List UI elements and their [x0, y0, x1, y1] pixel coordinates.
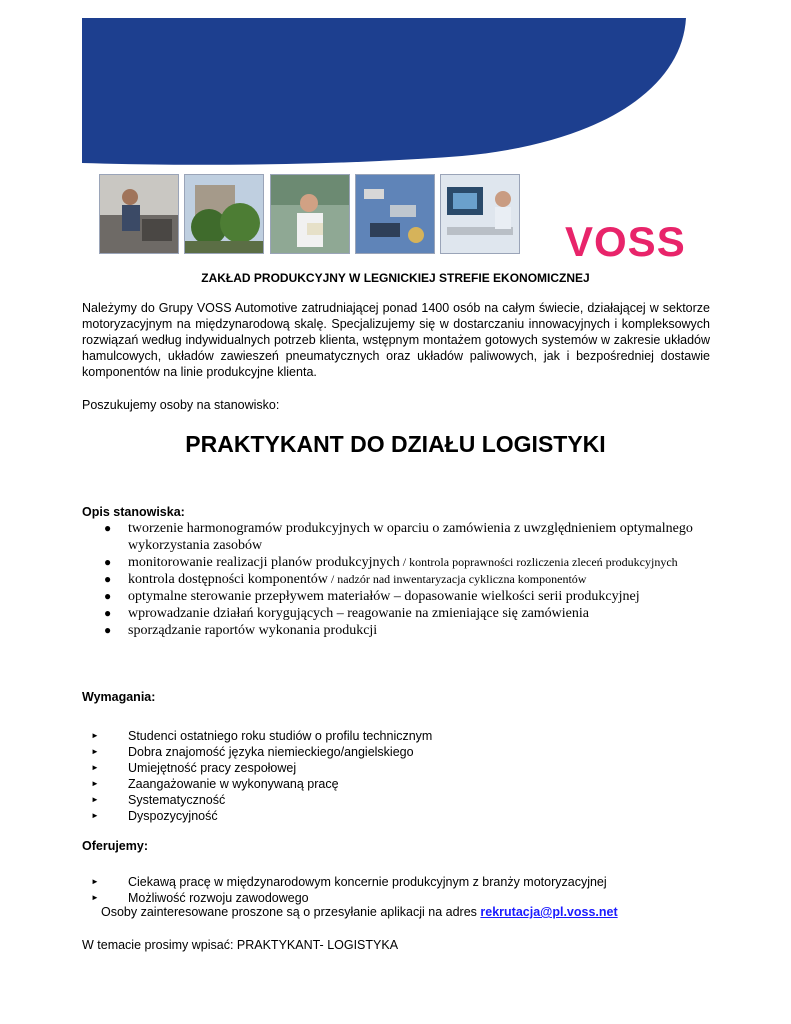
list-item: ► Dobra znajomość języka niemieckiego/angielskiego — [91, 745, 414, 759]
computer-workstation-photo — [440, 174, 520, 254]
list-item: ► Możliwość rozwoju zawodowego — [91, 891, 309, 905]
list-item: ● tworzenie harmonogramów produkcyjnych w oparciu o zamówienia z uwzględnieniem optymalnego wykorzystania zasobów — [104, 521, 693, 553]
header-banner — [82, 18, 708, 266]
list-item: ► Studenci ostatniego roku studiów o profilu technicznym — [91, 729, 433, 743]
seeking-text: Poszukujemy osoby na stanowisko: — [82, 398, 280, 412]
bullet-icon: ● — [104, 555, 112, 569]
bullet-icon: ● — [104, 572, 112, 586]
list-item: ● sporządzanie raportów wykonania produkcji — [104, 623, 378, 638]
list-item: ► Umiejętność pracy zespołowej — [91, 761, 297, 775]
contact-line — [101, 905, 618, 919]
list-item: ► Zaangażowanie w wykonywaną pracę — [91, 777, 339, 791]
list-item: ● wprowadzanie działań korygujących – reagowanie na zmieniające się zamówienia — [104, 606, 590, 621]
list-item: ► Systematyczność — [91, 793, 226, 807]
arrow-bullet-icon: ► — [91, 731, 99, 740]
list-item: ● optymalne sterowanie przepływem materiałów – dopasowanie wielkości serii produkcyjnej — [104, 589, 640, 604]
bullet-icon: ● — [104, 521, 112, 535]
bullet-icon: ● — [104, 589, 112, 603]
email-link[interactable]: rekrutacja@pl.voss.net — [480, 905, 618, 919]
engineer-clipboard-photo — [270, 174, 350, 254]
list-item: ● monitorowanie realizacji planów produkcyjnych / kontrola poprawności rozliczenia zleceń produkcyjnych — [104, 555, 678, 570]
offer-list — [82, 874, 682, 906]
requirements-list — [82, 728, 682, 824]
list-item: ► Ciekawą pracę w międzynarodowym koncernie produkcyjnym z branży motoryzacyjnej — [91, 875, 607, 889]
arrow-bullet-icon: ► — [91, 893, 99, 902]
list-item: ● kontrola dostępności komponentów / nadzór nad inwentaryzacja cykliczna komponentów — [104, 572, 587, 587]
engine-worker-photo — [99, 174, 179, 254]
description-label: Opis stanowiska: — [82, 505, 185, 519]
arrow-bullet-icon: ► — [91, 795, 99, 804]
arrow-bullet-icon: ► — [91, 779, 99, 788]
intro-paragraph: Należymy do Grupy VOSS Automotive zatrudniającej ponad 1400 osób na całym świecie, działającej w sektorze motoryzacyjnym na międzynarodową skalę. Specjalizujemy się w dostarczaniu innowacyjnych i kompleksowych rozwiązań według indywidualnych potrzeb klienta, wstępnym montażem gotowych systemów w zakresie układów hamulcowych, układów zawieszeń pneumatycznych oraz układów paliwowych, jak i bezpośredniej dostawie komponentów na linie produkcyjne klienta. — [82, 301, 710, 379]
company-heading: ZAKŁAD PRODUKCYJNY W LEGNICKIEJ STREFIE EKONOMICZNEJ — [201, 271, 590, 285]
bullet-icon: ● — [104, 606, 112, 620]
building-trees-photo — [184, 174, 264, 254]
photo-strip — [99, 174, 519, 254]
requirements-label: Wymagania: — [82, 690, 156, 704]
arrow-bullet-icon: ► — [91, 877, 99, 886]
duties-list — [82, 520, 722, 639]
bullet-icon: ● — [104, 623, 112, 637]
arrow-bullet-icon: ► — [91, 747, 99, 756]
list-item: ► Dyspozycyjność — [91, 809, 218, 823]
arrow-bullet-icon: ► — [91, 811, 99, 820]
voss-logo: VOSS — [565, 218, 686, 265]
footer-note: W temacie prosimy wpisać: PRAKTYKANT- LOGISTYKA — [82, 938, 399, 952]
contact-text: Osoby zainteresowane proszone są o przesyłanie aplikacji na adres — [101, 905, 481, 919]
arrow-bullet-icon: ► — [91, 763, 99, 772]
offer-label: Oferujemy: — [82, 839, 148, 853]
position-title: PRAKTYKANT DO DZIAŁU LOGISTYKI — [185, 431, 606, 457]
components-photo — [355, 174, 435, 254]
